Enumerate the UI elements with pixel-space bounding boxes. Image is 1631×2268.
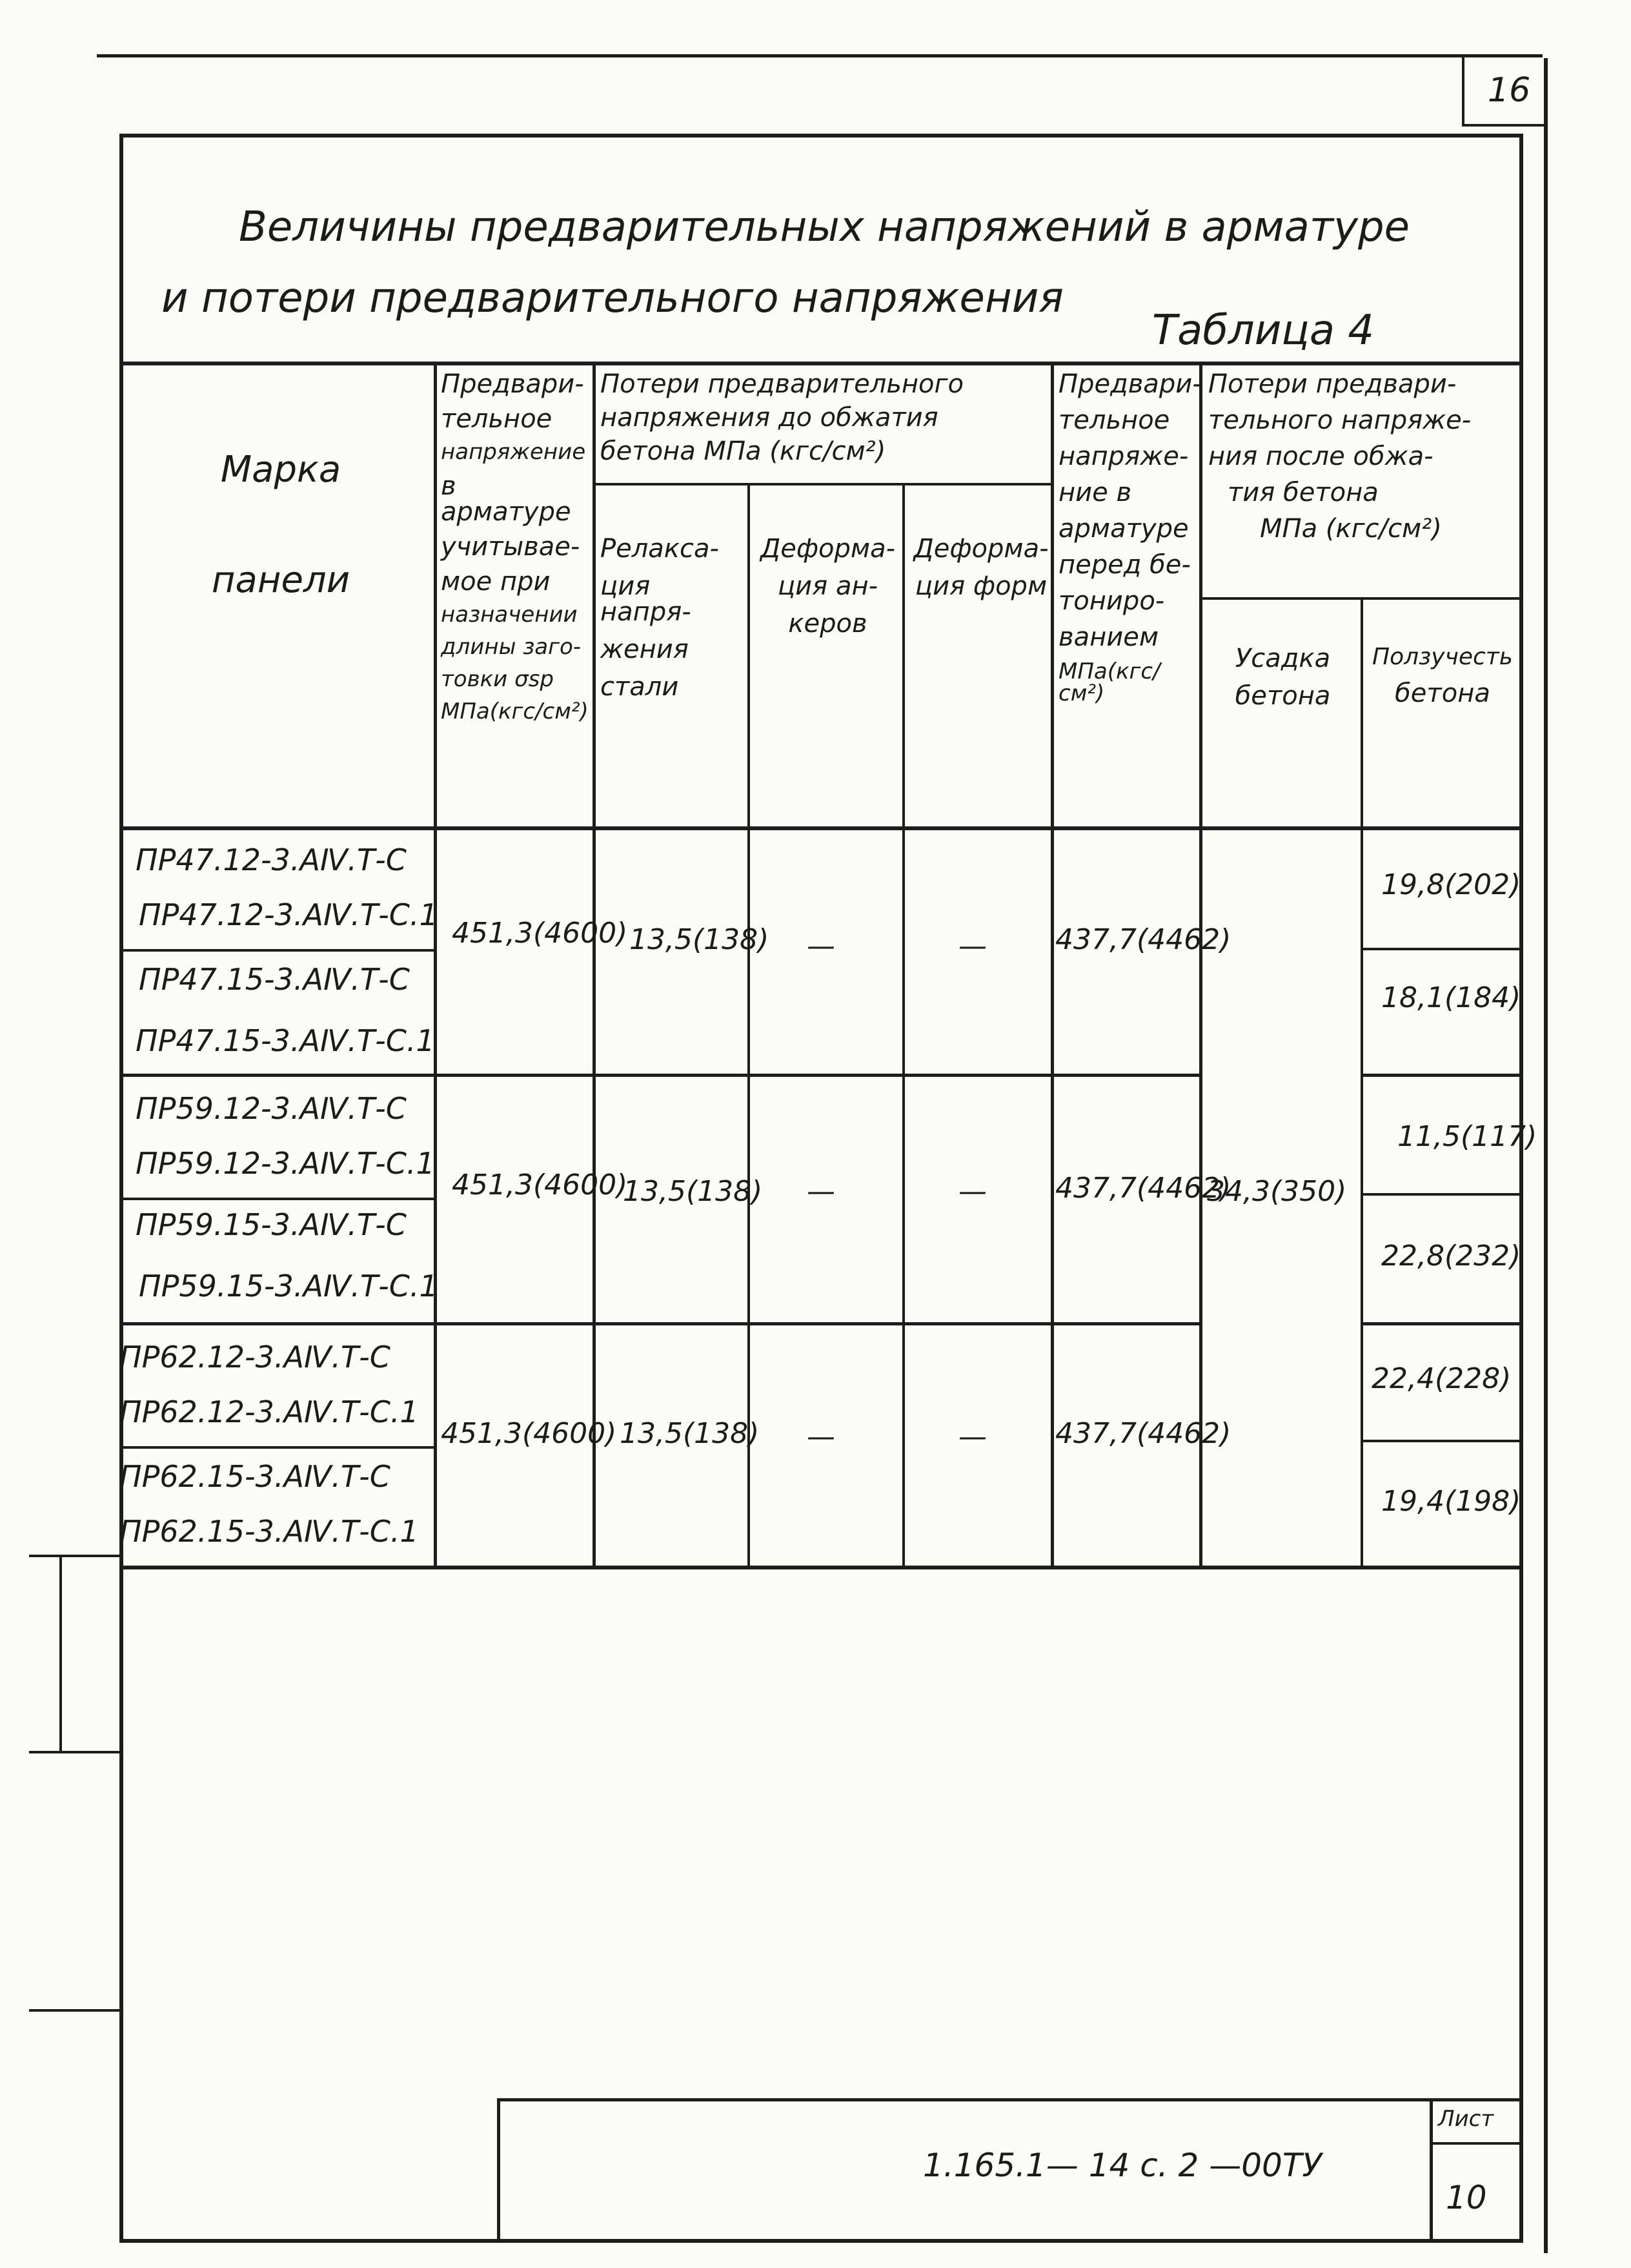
hdr-prestress-0: Предвари- (441, 369, 584, 399)
hdr-rel-0: Релакса- (600, 534, 719, 564)
stamp-sheet-divider (1430, 2098, 1433, 2242)
hdr-la-1: тельного напряже- (1208, 405, 1472, 435)
mark-g2-2: ПР59.12-3.АⅣ.Т-С.1 (136, 1146, 435, 1181)
anchor-def-g3: — (807, 1420, 835, 1453)
mark-g1-1: ПР47.12-3.АⅣ.Т-С (136, 843, 407, 877)
binding-line-3 (29, 2009, 123, 2012)
form-def-g1: — (958, 930, 987, 963)
stamp-top (497, 2098, 1523, 2101)
hdr-pb-4: арматуре (1059, 514, 1189, 544)
hdr-creep-0: Ползучесть (1372, 644, 1513, 670)
creep-g1-2: 18,1(184) (1381, 981, 1521, 1014)
creep-g3-1: 22,4(228) (1372, 1362, 1512, 1395)
hdr-lb-2: бетона МПа (кгс/см²) (600, 436, 886, 466)
hdr-creep-1: бетона (1395, 679, 1490, 708)
hdr-pb-0: Предвари- (1059, 369, 1202, 399)
anchor-def-g2: — (807, 1175, 835, 1208)
col-line-3 (747, 484, 750, 1569)
frame-left (119, 134, 123, 2243)
header-mark-line-2: панели (211, 559, 350, 601)
hdr-lb-1: напряжения до обжатия (600, 403, 938, 433)
header-mark (129, 449, 432, 601)
row-line-2a (119, 1198, 436, 1200)
hdr-lb-0: Потери предварительного (600, 369, 964, 399)
hdr-la-4: МПа (кгс/см²) (1260, 514, 1442, 544)
prestress-before-g2: 437,7(4462) (1055, 1172, 1231, 1205)
frame-top (119, 134, 1523, 138)
col-line-7 (1361, 597, 1363, 1569)
losses-before-subline (594, 483, 1052, 485)
relaxation-g2: 13,5(138) (623, 1175, 763, 1208)
hdr-prestress-3: в арматуре (441, 471, 571, 527)
hdr-pb-8: МПа(кгс/см²) (1059, 659, 1160, 706)
col-line-1 (434, 362, 437, 1569)
hdr-rel-3: стали (600, 672, 679, 702)
group-line-3 (119, 1566, 1523, 1569)
right-outer-border (1544, 58, 1548, 2253)
relaxation-g3: 13,5(138) (620, 1417, 760, 1450)
col-line-2 (593, 362, 596, 1569)
hdr-form-0: Деформа- (913, 534, 1049, 564)
hdr-anc-0: Деформа- (760, 534, 896, 564)
header-prestress (441, 371, 593, 722)
hdr-prestress-2: напряжение (441, 439, 586, 465)
hdr-prestress-8: товки σsp (441, 666, 554, 692)
header-shrinkage (1207, 646, 1359, 709)
creep-g3-2: 19,4(198) (1381, 1485, 1521, 1518)
header-relaxation (600, 536, 745, 700)
stamp-sheet-label: Лист (1438, 2106, 1494, 2132)
mark-g1-2: ПР47.12-3.АⅣ.Т-С.1 (139, 897, 438, 932)
hdr-pb-7: ванием (1059, 622, 1159, 652)
stamp-document-code: 1.165.1— 14 с. 2 —00ТУ (923, 2147, 1322, 2184)
mark-g1-4: ПР47.15-3.АⅣ.Т-С.1 (136, 1023, 435, 1058)
hdr-pb-1: тельное (1059, 405, 1170, 435)
anchor-def-g1: — (807, 930, 835, 963)
prestress-g1: 451,3(4600) (452, 917, 628, 950)
prestress-g2: 451,3(4600) (452, 1169, 628, 1201)
title-line-1: Величины предварительных напряжений в арматуре (239, 203, 1410, 251)
page-number: 16 (1488, 71, 1531, 110)
hdr-prestress-9: МПа(кгс/см²) (441, 699, 589, 724)
prestress-g3: 451,3(4600) (441, 1417, 617, 1450)
stamp-left (497, 2098, 500, 2242)
hdr-pb-3: ние в (1059, 478, 1132, 507)
relaxation-g1: 13,5(138) (629, 923, 769, 956)
mark-g3-1: ПР62.12-3.АⅣ.Т-С (119, 1340, 390, 1374)
frame-bottom (119, 2239, 1523, 2243)
hdr-la-0: Потери предвари- (1208, 369, 1457, 399)
row-line-3a (119, 1446, 436, 1449)
hdr-la-3: тия бетона (1228, 478, 1379, 507)
hdr-pb-2: напряже- (1059, 442, 1189, 471)
group-line-2-right (1361, 1322, 1523, 1325)
mark-g2-1: ПР59.12-3.АⅣ.Т-С (136, 1091, 407, 1126)
form-def-g2: — (958, 1175, 987, 1208)
page-number-box-bottom (1462, 124, 1546, 127)
stamp-sheet-number: 10 (1446, 2179, 1487, 2216)
stamp-sheet-label-line (1430, 2142, 1523, 2145)
mark-g1-3: ПР47.15-3.АⅣ.Т-С (139, 962, 410, 997)
page-number-box-left (1462, 54, 1464, 125)
header-losses-before (600, 371, 1052, 464)
hdr-pb-5: перед бе- (1059, 550, 1191, 580)
prestress-before-g3: 437,7(4462) (1055, 1417, 1231, 1450)
binding-line-1 (29, 1555, 123, 1557)
hdr-prestress-6: назначении (441, 602, 578, 628)
header-losses-after (1208, 371, 1523, 542)
hdr-anc-1: ция ан- (777, 571, 878, 601)
row-line-3b (1361, 1440, 1523, 1442)
creep-g2-1: 11,5(117) (1397, 1120, 1537, 1153)
creep-g1-1: 19,8(202) (1381, 868, 1521, 901)
row-line-2b (1361, 1193, 1523, 1196)
table-top-line (119, 362, 1523, 365)
form-def-g3: — (958, 1420, 987, 1453)
hdr-form-1: ция форм (915, 571, 1048, 601)
mark-g2-4: ПР59.15-3.АⅣ.Т-С.1 (139, 1269, 438, 1303)
header-form-def (910, 536, 1052, 599)
row-line-1b (1361, 948, 1523, 950)
group-line-2 (119, 1322, 1202, 1325)
header-anchor-def (755, 536, 900, 637)
hdr-prestress-7: длины заго- (441, 634, 582, 660)
mark-g2-3: ПР59.15-3.АⅣ.Т-С (136, 1207, 407, 1242)
mark-g3-2: ПР62.12-3.АⅣ.Т-С.1 (119, 1395, 419, 1429)
top-rule (97, 54, 1543, 57)
col-line-4 (902, 484, 905, 1569)
binding-line-vertical (59, 1555, 62, 1753)
hdr-shr-0: Усадка (1235, 644, 1331, 673)
prestress-before-g1: 437,7(4462) (1055, 923, 1231, 956)
shrinkage-value: 34,3(350) (1207, 1175, 1347, 1208)
hdr-rel-1: ция напря- (600, 571, 691, 627)
title-line-2: и потери предварительного напряжения (161, 274, 1064, 322)
header-creep (1365, 646, 1520, 706)
hdr-prestress-4: учитывае- (441, 532, 580, 562)
hdr-prestress-5: мое при (441, 567, 551, 597)
mark-g3-3: ПР62.15-3.АⅣ.Т-С (119, 1459, 390, 1494)
mark-g3-4: ПР62.15-3.АⅣ.Т-С.1 (119, 1514, 419, 1549)
hdr-anc-2: керов (788, 609, 867, 639)
hdr-rel-2: жения (600, 635, 689, 664)
group-line-1 (119, 1074, 1202, 1077)
hdr-la-2: ния после обжа- (1208, 442, 1433, 471)
hdr-shr-1: бетона (1235, 681, 1331, 711)
group-line-1-right (1361, 1074, 1523, 1077)
hdr-pb-6: тониро- (1059, 586, 1165, 616)
row-line-1a (119, 949, 436, 952)
header-prestress-before (1059, 371, 1200, 704)
header-bottom-line (119, 826, 1523, 830)
table-label: Таблица 4 (1152, 307, 1375, 354)
binding-line-2 (29, 1751, 123, 1753)
creep-g2-2: 22,8(232) (1381, 1240, 1521, 1272)
header-mark-line-1: Марка (220, 449, 341, 491)
hdr-prestress-1: тельное (441, 404, 552, 434)
